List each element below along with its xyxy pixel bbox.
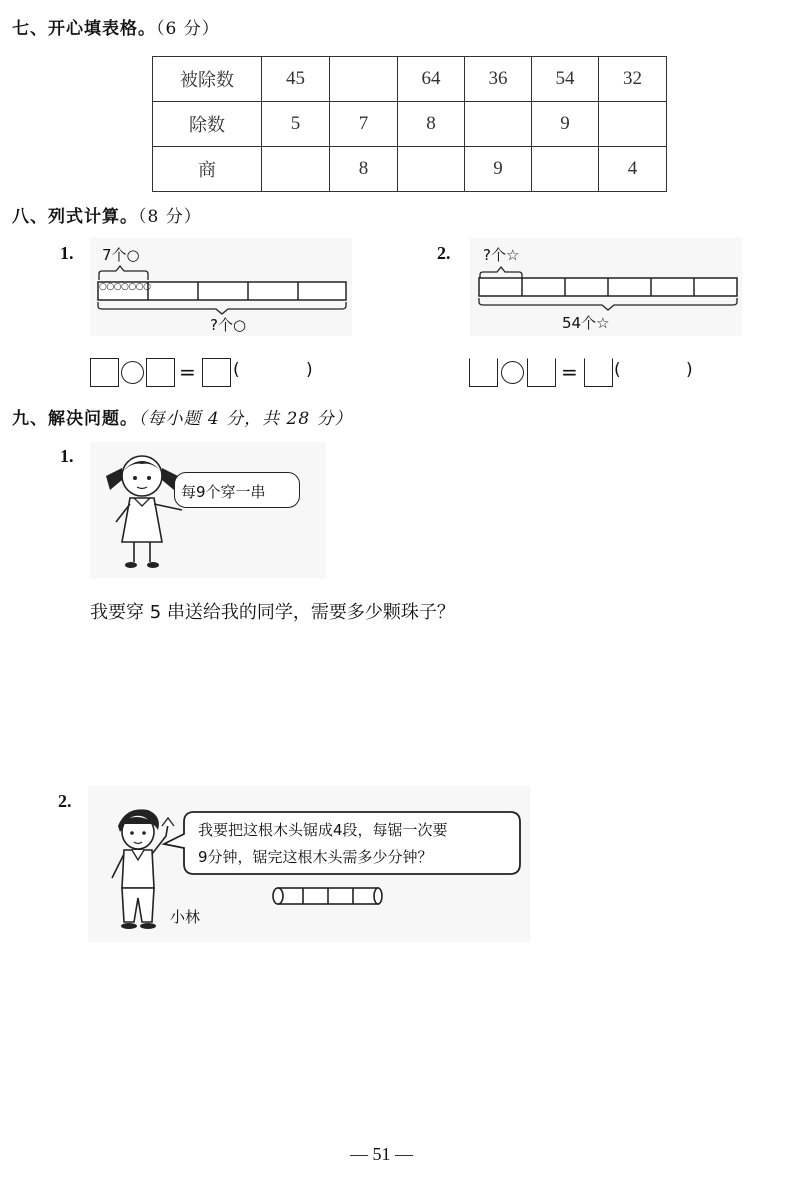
bar2-bottom-brace bbox=[479, 298, 737, 310]
problem-9-1-number: 1. bbox=[60, 446, 74, 466]
table-cell[interactable] bbox=[465, 102, 532, 147]
table-cell[interactable]: 8 bbox=[330, 147, 398, 192]
eq1-box-a[interactable] bbox=[90, 358, 119, 387]
table-cell[interactable] bbox=[532, 147, 599, 192]
bar1-bottom-brace bbox=[98, 302, 346, 314]
eq2-equals-sign: = bbox=[561, 360, 578, 384]
row-header: 被除数 bbox=[153, 57, 262, 102]
eq2-box-b[interactable] bbox=[527, 358, 556, 387]
table-cell[interactable]: 9 bbox=[532, 102, 599, 147]
table-cell[interactable] bbox=[398, 147, 465, 192]
girl-illustration bbox=[92, 446, 192, 576]
bar2-top-label: ?个☆ bbox=[483, 246, 520, 264]
eq1-unit-close: ) bbox=[306, 360, 313, 380]
table-row-divisor bbox=[153, 102, 667, 147]
eq1-unit-open: ( bbox=[233, 360, 240, 380]
table-cell[interactable]: 4 bbox=[599, 147, 667, 192]
table-cell[interactable]: 5 bbox=[262, 102, 330, 147]
table-row-quotient bbox=[153, 147, 667, 192]
eq2-operator-circle[interactable] bbox=[501, 361, 524, 384]
table-cell[interactable]: 36 bbox=[465, 57, 532, 102]
page-number: — 51 — bbox=[350, 1144, 413, 1164]
bubble-2-line-1: 我要把这根木头锯成4段，每锯一次要 bbox=[198, 821, 448, 839]
section-7-points: （6 分） bbox=[156, 19, 220, 39]
section-8-points: （8 分） bbox=[138, 207, 202, 227]
boy-name-label: 小林 bbox=[170, 908, 201, 926]
eq1-box-b[interactable] bbox=[146, 358, 175, 387]
table-row-dividend bbox=[153, 57, 667, 102]
table-cell[interactable]: 32 bbox=[599, 57, 667, 102]
table-cell[interactable]: 45 bbox=[262, 57, 330, 102]
section-9-title: 九、解决问题。 bbox=[12, 409, 138, 429]
row-header: 商 bbox=[153, 147, 262, 192]
table-cell[interactable]: 54 bbox=[532, 57, 599, 102]
table-cell[interactable] bbox=[330, 57, 398, 102]
bar1-top-label: 7个○ bbox=[102, 246, 140, 264]
eq1-operator-circle[interactable] bbox=[121, 361, 144, 384]
bubble-2-line-2: 9分钟，锯完这根木头需多少分钟？ bbox=[198, 848, 433, 866]
row-header: 除数 bbox=[153, 102, 262, 147]
section-8-title: 八、列式计算。 bbox=[12, 207, 138, 227]
section-8-heading bbox=[12, 202, 202, 227]
bubble-1-text: 每9个穿一串 bbox=[181, 483, 266, 501]
table-cell[interactable]: 8 bbox=[398, 102, 465, 147]
eq1-equals-sign: = bbox=[179, 360, 196, 384]
problem-8-1-number: 1. bbox=[60, 243, 74, 263]
bar1-bottom-label: ?个○ bbox=[210, 316, 247, 334]
eq2-box-result[interactable] bbox=[584, 358, 613, 387]
table-cell[interactable]: 9 bbox=[465, 147, 532, 192]
section-9-heading bbox=[12, 404, 353, 429]
eq1-box-result[interactable] bbox=[202, 358, 231, 387]
eq2-unit-close: ) bbox=[686, 360, 693, 380]
problem-8-2-number: 2. bbox=[437, 243, 451, 263]
division-table bbox=[152, 56, 667, 192]
section-7-title: 七、开心填表格。 bbox=[12, 19, 156, 39]
log-icon bbox=[270, 884, 384, 908]
table-cell[interactable]: 7 bbox=[330, 102, 398, 147]
bar2-bottom-label: 54个☆ bbox=[562, 314, 610, 332]
eq2-unit-open: ( bbox=[614, 360, 621, 380]
section-9-points: （每小题 4 分，共 28 分） bbox=[138, 409, 353, 429]
table-cell[interactable]: 64 bbox=[398, 57, 465, 102]
table-cell[interactable] bbox=[599, 102, 667, 147]
problem-9-1-question: 我要穿 5 串送给我的同学，需要多少颗珠子？ bbox=[90, 602, 455, 623]
section-7-heading bbox=[12, 14, 220, 39]
problem-9-2-number: 2. bbox=[58, 791, 72, 811]
bar1-top-brace bbox=[99, 266, 148, 280]
eq2-box-a[interactable] bbox=[469, 358, 498, 387]
table-cell[interactable] bbox=[262, 147, 330, 192]
bar1-beads: ○○○○○○○ bbox=[99, 282, 151, 292]
